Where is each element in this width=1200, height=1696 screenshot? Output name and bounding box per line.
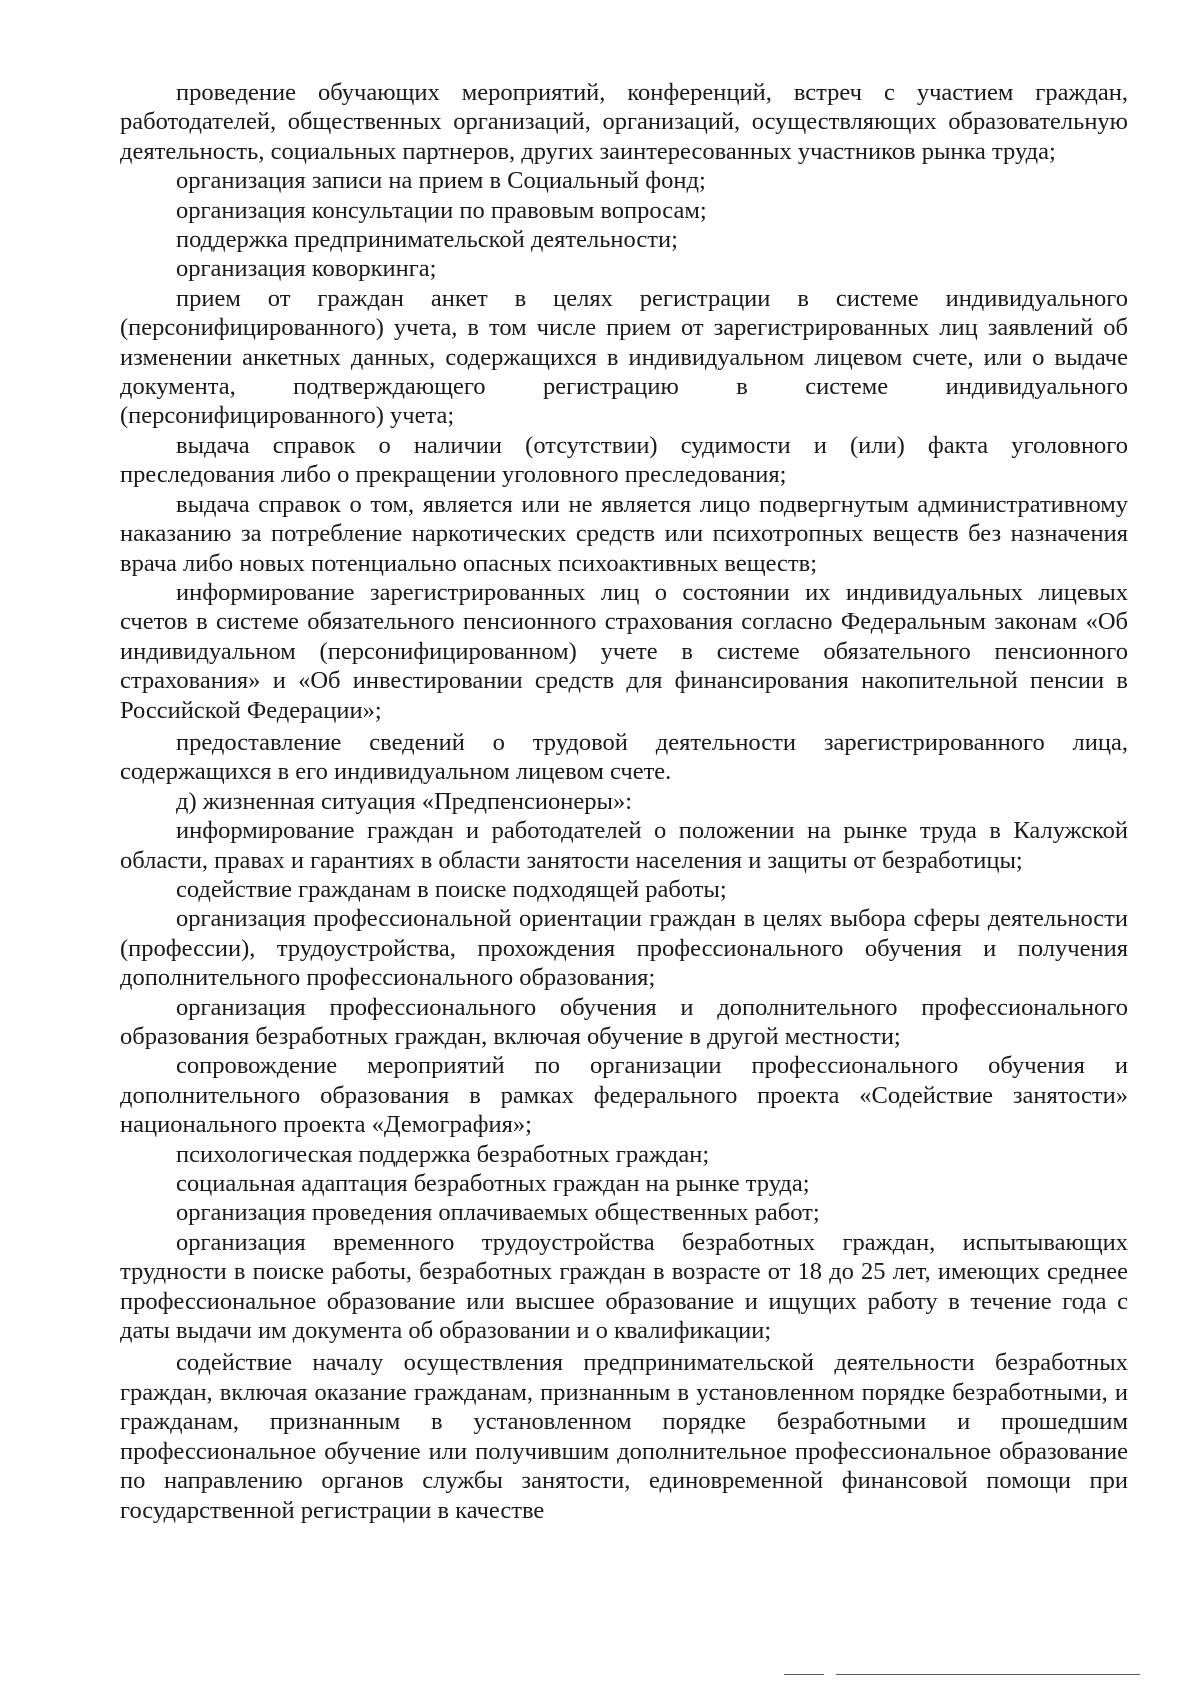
- paragraph: организация коворкинга;: [176, 255, 437, 283]
- paragraph: психологическая поддержка безработных граждан;: [176, 1140, 710, 1168]
- paragraph: содействие началу осуществления предпринимательской деятельности безработных граждан, включая оказание гражданам, признанным в установленном порядке безработными, и гражданам, признанным в установленном порядке безработными и прошедшим профессиональное обучение или получившим дополнительное профессиональное образование по направлению органов службы занятости, единовременной финансовой помощи при государственной регистрации в качестве: [120, 1349, 1128, 1524]
- section-heading: д) жизненная ситуация «Предпенсионеры»:: [176, 787, 633, 815]
- paragraph: выдача справок о наличии (отсутствии) судимости и (или) факта уголовного преследования либо о прекращении уголовного преследования;: [120, 431, 1128, 489]
- paragraph: социальная адаптация безработных граждан на рынке труда;: [176, 1170, 810, 1198]
- paragraph: информирование зарегистрированных лиц о состоянии их индивидуальных лицевых счетов в системе обязательного пенсионного страхования согласно Федеральным законам «Об индивидуальном (персонифицированном) учете в системе обязательного пенсионного страхования» и «Об инвестировании средств для финансирования накопительной пенсии в Российской Федерации»;: [120, 578, 1128, 724]
- paragraph: прием от граждан анкет в целях регистрации в системе индивидуального (персонифицированного) учета, в том числе прием от зарегистрированных лиц заявлений об изменении анкетных данных, содержащихся в индивидуальном лицевом счете, или о выдаче документа, подтверждающего регистрацию в системе индивидуального (персонифицированного) учета;: [120, 284, 1128, 430]
- paragraph: содействие гражданам в поиске подходящей работы;: [176, 875, 727, 903]
- paragraph: организация временного трудоустройства безработных граждан, испытывающих трудности в поиске работы, безработных граждан в возрасте от 18 до 25 лет, имеющих среднее профессиональное образование или высшее образование и ищущих работу в течение года с даты выдачи им документа об образовании и о квалификации;: [120, 1228, 1128, 1345]
- paragraph: сопровождение мероприятий по организации профессионального обучения и дополнительного образования в рамках федерального проекта «Содействие занятости» национального проекта «Демография»;: [120, 1052, 1128, 1139]
- paragraph: информирование граждан и работодателей о положении на рынке труда в Калужской области, правах и гарантиях в области занятости населения и защиты от безработицы;: [120, 817, 1128, 874]
- footer-rule-long: [836, 1674, 1140, 1675]
- paragraph: организация консультации по правовым вопросам;: [176, 196, 707, 224]
- paragraph: организация профессиональной ориентации граждан в целях выбора сферы деятельности (профессии), трудоустройства, прохождения профессионального обучения и получения дополнительного профессионального образования;: [120, 905, 1128, 992]
- paragraph: организация профессионального обучения и дополнительного профессионального образования безработных граждан, включая обучение в другой местности;: [120, 993, 1128, 1050]
- document-body: [120, 78, 1128, 1525]
- paragraph: организация проведения оплачиваемых общественных работ;: [176, 1199, 820, 1227]
- footer-rule-short: [784, 1674, 824, 1675]
- paragraph: выдача справок о том, является или не является лицо подвергнутым административному наказанию за потребление наркотических средств или психотропных веществ без назначения врача либо новых потенциально опасных психоактивных веществ;: [120, 490, 1128, 577]
- paragraph: предоставление сведений о трудовой деятельности зарегистрированного лица, содержащихся в его индивидуальном лицевом счете.: [120, 728, 1128, 786]
- paragraph: проведение обучающих мероприятий, конференций, встреч с участием граждан, работодателей, общественных организаций, организаций, осуществляющих образовательную деятельность, социальных партнеров, других заинтересованных участников рынка труда;: [120, 79, 1128, 165]
- paragraph: организация записи на прием в Социальный фонд;: [176, 167, 706, 195]
- paragraph: поддержка предпринимательской деятельности;: [176, 226, 678, 254]
